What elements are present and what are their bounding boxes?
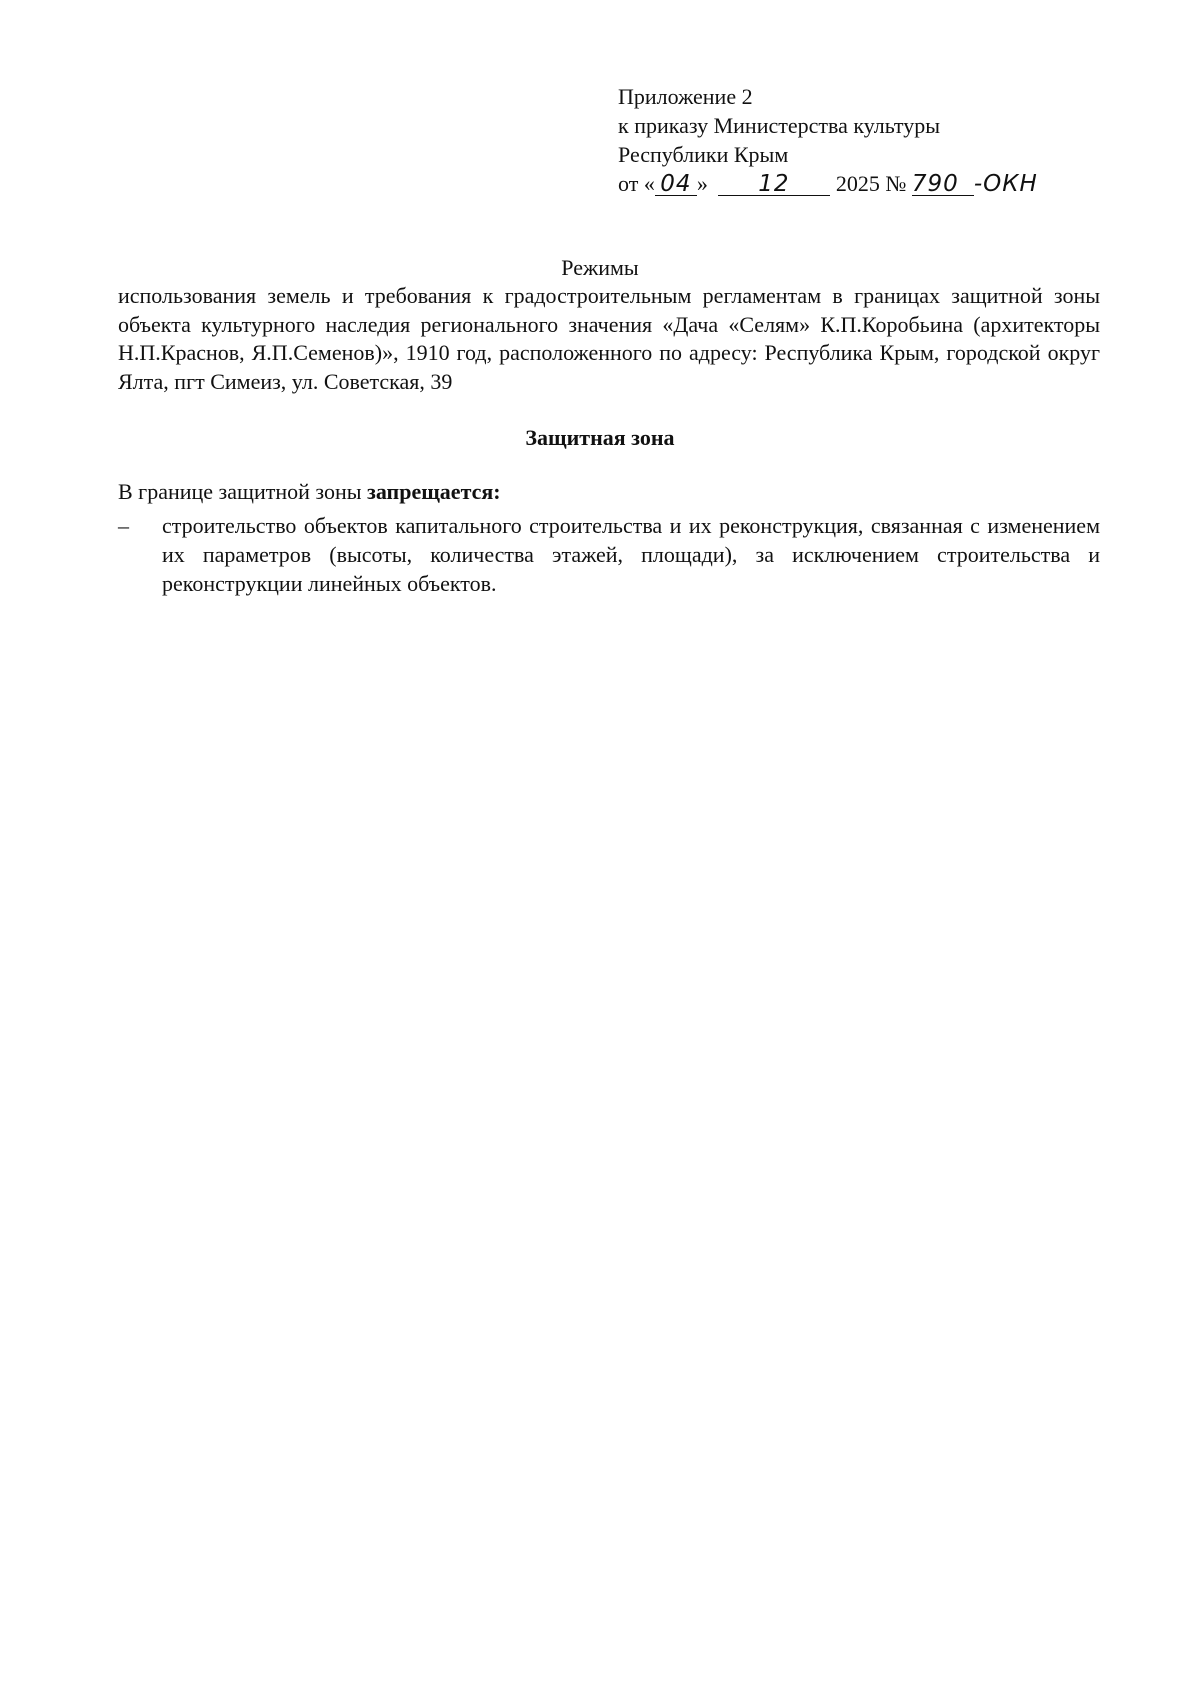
section-heading: Защитная зона: [525, 425, 675, 450]
order-date-line: [618, 169, 1138, 199]
month-handwritten: 12: [758, 171, 790, 197]
day-field: [655, 173, 697, 196]
order-number-suffix: -ОКН: [973, 171, 1038, 197]
date-mid: »: [696, 171, 708, 196]
restriction-list: [118, 511, 1100, 598]
list-item: [118, 511, 1100, 598]
order-number-handwritten: 790: [911, 171, 959, 197]
date-prefix: от «: [618, 171, 655, 196]
list-bullet: –: [118, 513, 129, 538]
day-handwritten: 04: [660, 171, 692, 197]
appendix-number: Приложение 2: [618, 84, 753, 109]
year-label: 2025 №: [835, 171, 907, 196]
order-number-field: [912, 173, 974, 196]
list-item-text: строительство объектов капитального строительства и их реконструкция, связанная с изменением их параметров (высоты, количества этажей, площади), за исключением строительства и реконструкции линейных объектов.: [162, 513, 1100, 596]
intro-emphasis: запрещается:: [367, 479, 501, 504]
document-subtitle: использования земель и требования к градостроительным регламентам в границах защитной зоны объекта культурного наследия регионального значения «Дача «Селям» К.П.Коробьина (архитекторы Н.П.Краснов, Я.П.Семенов)», 1910 год, расположенного по адресу: Республика Крым, городской округ Ялта, пгт Симеиз, ул. Советская, 39: [118, 283, 1100, 394]
appendix-header: [618, 82, 1138, 199]
document-title: Режимы: [561, 255, 639, 280]
intro-text: В границе защитной зоны: [118, 479, 367, 504]
republic-name: Республики Крым: [618, 142, 789, 167]
restriction-intro: [118, 478, 1100, 506]
month-field: [718, 173, 830, 196]
order-reference: к приказу Министерства культуры: [618, 113, 941, 138]
